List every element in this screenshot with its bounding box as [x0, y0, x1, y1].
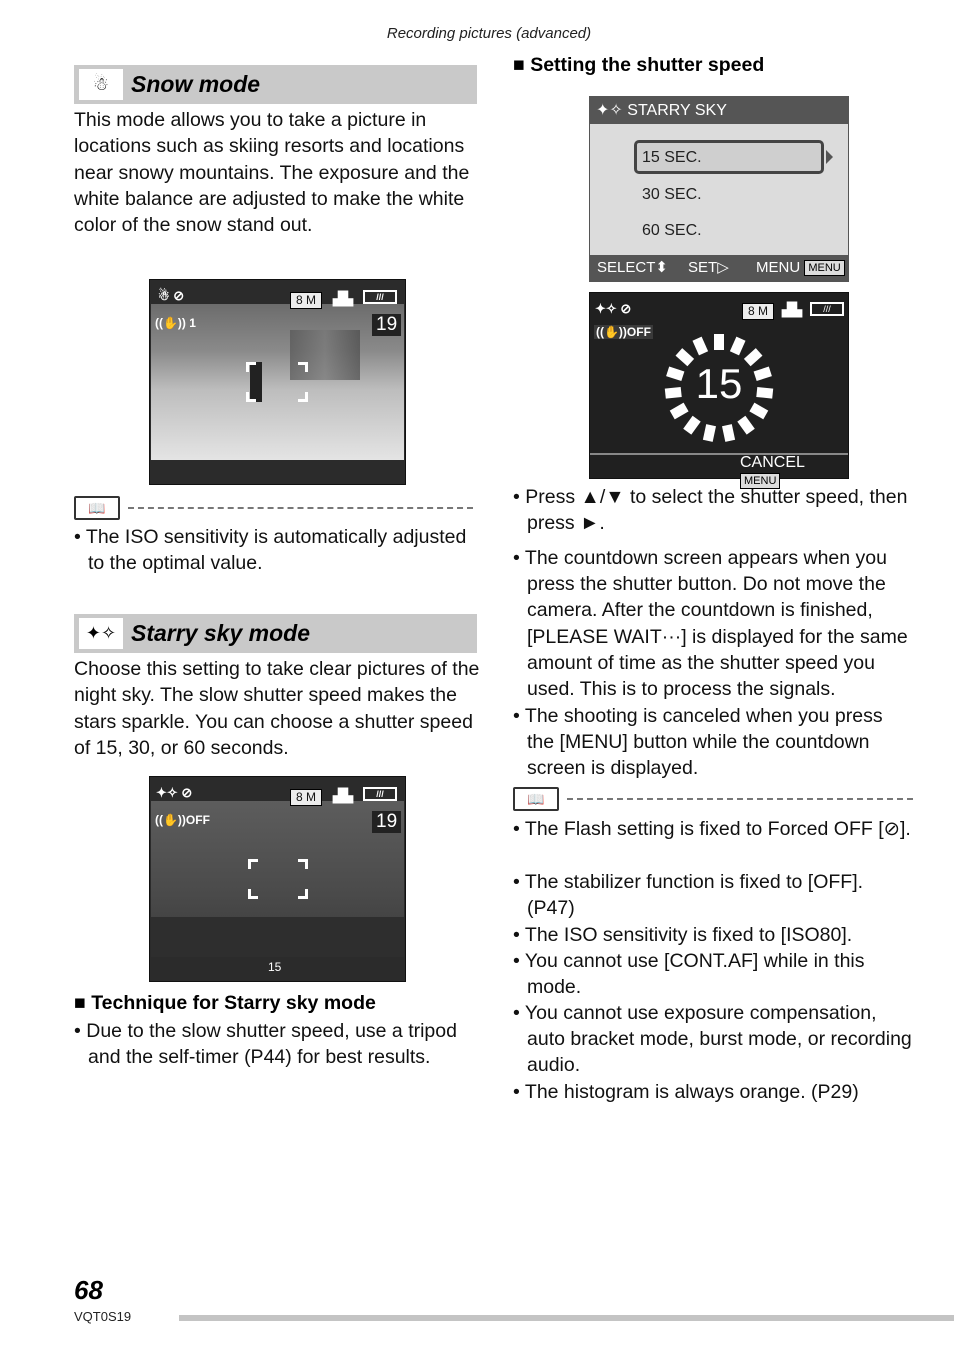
countdown-segment	[714, 334, 724, 350]
select-hint: SELECT⬍	[597, 259, 668, 276]
page-number: 68	[74, 1275, 103, 1305]
running-head: Recording pictures (advanced)	[386, 25, 592, 42]
countdown-segment	[737, 416, 754, 435]
image-size-badge: 8 M	[290, 789, 322, 806]
menu-footer	[590, 255, 848, 281]
countdown-segment	[703, 424, 716, 442]
chevron-right-icon	[826, 150, 833, 164]
snow-note-divider	[74, 495, 473, 521]
note-book-icon: 📖	[513, 787, 559, 811]
starry-note-6: • The histogram is always orange. (P29)	[513, 1081, 859, 1103]
countdown-segment	[722, 424, 735, 442]
countdown-number: 15	[695, 360, 743, 407]
menu-title-bar: ✦✧ STARRY SKY	[590, 97, 848, 124]
battery-icon: ///	[363, 787, 397, 801]
stabilizer-indicator: ((✋)) 1	[155, 316, 196, 330]
right-arrow-icon: ▷	[717, 259, 729, 276]
stars-icon: ✦✧	[596, 102, 628, 119]
snow-note: • The ISO sensitivity is automatically adjusted to the optimal value.	[74, 526, 467, 575]
set-hint: SET▷	[688, 259, 729, 276]
starry-note-5: • You cannot use exposure compensation, auto bracket mode, burst mode, or recording audio.	[513, 1002, 912, 1077]
snow-mode-lcd	[149, 279, 406, 485]
shutter-speed-heading: ■ Setting the shutter speed	[513, 54, 765, 76]
image-size-badge: 8 M	[290, 292, 322, 309]
starry-sky-menu-screen	[589, 96, 849, 282]
menu-item-30-sec[interactable]: 30 SEC.	[642, 186, 702, 203]
shutter-bullet-1: • Press ▲/▼ to select the shutter speed, then press ►.	[513, 486, 908, 535]
af-bracket-tl	[246, 362, 256, 372]
countdown-segment	[683, 416, 700, 435]
menu-hint: MENU MENU	[756, 255, 845, 281]
note-book-icon: 📖	[74, 496, 120, 520]
up-down-icon: ⬍	[655, 259, 668, 276]
starry-mode-lcd	[149, 776, 406, 982]
quality-icon: ▟▙	[333, 788, 353, 803]
menu-item-15-sec[interactable]: 15 SEC.	[642, 149, 702, 166]
cancel-hint[interactable]: CANCEL MENU	[740, 454, 805, 487]
shutter-speed-readout: 15	[268, 960, 282, 974]
stars-icon: ✦✧	[79, 618, 123, 649]
stars-icon: ✦✧ ⊘	[595, 301, 632, 316]
technique-heading: ■ Technique for Starry sky mode	[74, 992, 376, 1014]
shutter-bullet-2: • The countdown screen appears when you press the shutter button. Do not move the camera. After the countdown is finished, [PLEASE WAIT···] is displayed for the same amount of time as the shutter speed you used. This is to process the signals.	[513, 547, 908, 701]
stars-icon: ✦✧ ⊘	[156, 785, 193, 800]
starry-note-1: • The Flash setting is fixed to Forced OFF [⊘].	[513, 818, 911, 840]
stabilizer-indicator: ((✋))OFF	[155, 813, 210, 827]
menu-item-60-sec[interactable]: 60 SEC.	[642, 222, 702, 239]
starry-mode-title: Starry sky mode	[131, 620, 310, 646]
af-bracket-tl	[248, 859, 258, 869]
quality-icon: ▟▙	[782, 302, 802, 317]
stabilizer-indicator: ((✋))OFF	[596, 325, 651, 339]
starry-note-4: • You cannot use [CONT.AF] while in this mode.	[513, 950, 865, 999]
technique-bullet: • Due to the slow shutter speed, use a tripod and the self-timer (P44) for best results.	[74, 1020, 457, 1069]
af-bracket-br	[298, 392, 308, 402]
remaining-shots: 19	[372, 811, 401, 833]
snow-mode-title: Snow mode	[131, 71, 261, 97]
af-bracket-bl	[248, 889, 258, 899]
trees	[290, 330, 360, 380]
starry-note-2: • The stabilizer function is fixed to [OFF]. (P47)	[513, 871, 864, 920]
remaining-shots: 19	[372, 314, 401, 336]
af-bracket-tr	[298, 859, 308, 869]
snowman-icon: ☃ ⊘	[158, 288, 185, 303]
countdown-screen	[589, 292, 849, 487]
quality-icon: ▟▙	[333, 291, 353, 306]
starry-note-3: • The ISO sensitivity is fixed to [ISO80].	[513, 924, 853, 946]
snow-mode-header	[74, 65, 477, 104]
footer-rule	[179, 1315, 954, 1321]
snowman-icon: ☃	[79, 69, 123, 100]
menu-button-tag: MENU	[804, 260, 844, 276]
battery-icon: ///	[363, 290, 397, 304]
document-code: VQT0S19	[74, 1309, 132, 1324]
image-size-badge: 8 M	[742, 303, 774, 320]
battery-icon: ///	[810, 302, 844, 316]
starry-mode-header	[74, 614, 477, 653]
af-bracket-tr	[298, 362, 308, 372]
shutter-bullet-3: • The shooting is canceled when you press the [MENU] button while the countdown screen is displayed.	[513, 705, 883, 780]
dark-horizon	[151, 917, 404, 957]
countdown-segment	[730, 337, 746, 356]
countdown-segment	[692, 337, 708, 356]
af-bracket-bl	[246, 392, 256, 402]
af-bracket-br	[298, 889, 308, 899]
snow-mode-description: This mode allows you to take a picture in locations such as skiing resorts and locations near snowy mountains. The exposure and the white balance are adjusted to make the white color of the snow stand out.	[74, 109, 470, 237]
menu-button-tag: MENU	[740, 473, 780, 489]
starry-mode-description: Choose this setting to take clear pictures of the night sky. The slow shutter speed makes the stars sparkle. You can choose a shutter speed of 15, 30, or 60 seconds.	[74, 658, 480, 759]
starry-note-divider	[513, 786, 913, 812]
